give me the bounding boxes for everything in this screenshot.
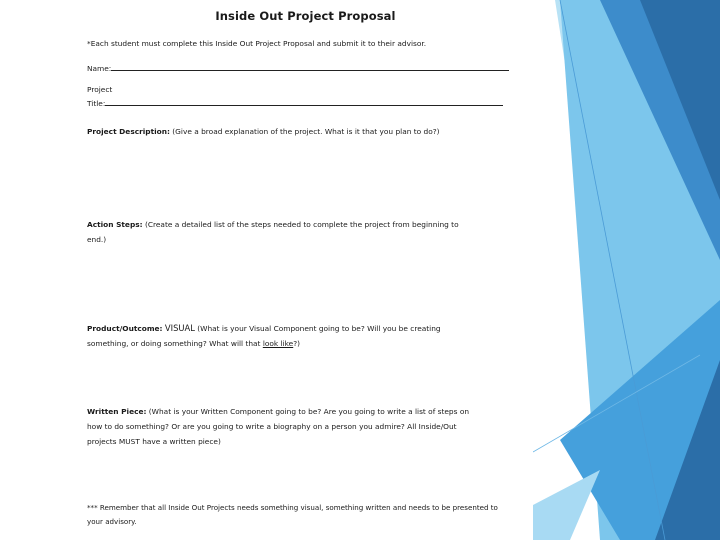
name-blank (111, 61, 509, 71)
action-steps-line-1 (87, 219, 459, 231)
written-text-1: (What is your Written Component going to be? Are you going to write a list of steps on (148, 407, 470, 416)
name-label: Name: (87, 64, 112, 73)
product-text-2a: something, or doing something? What will that (87, 339, 263, 348)
product-heading: Product/Outcome: (87, 324, 163, 333)
action-steps-text-1: (Create a detailed list of the steps needed to complete the project from beginning to (144, 220, 459, 229)
name-field (87, 61, 509, 75)
description-heading: Project Description: (87, 127, 170, 136)
project-title-blank (105, 96, 503, 106)
action-steps-line-2: end.) (87, 235, 107, 244)
action-steps-heading: Action Steps: (87, 220, 143, 229)
product-line-2 (87, 338, 300, 350)
written-heading: Written Piece: (87, 407, 147, 416)
written-line-1 (87, 406, 469, 418)
reminder-line-1: *** Remember that all Inside Out Projects needs something visual, something written and needs to be presented to (87, 503, 498, 512)
project-title-label-top: Project (87, 85, 113, 94)
project-title-label: Title: (87, 99, 106, 108)
product-text-2b: ?) (293, 339, 301, 348)
written-line-2: how to do something? Or are you going to write a biography on a person you admire? All Inside/Out (87, 422, 457, 431)
product-visual-word: VISUAL (164, 323, 195, 333)
proposal-document (78, 0, 533, 540)
description-line (87, 126, 440, 138)
product-line-1 (87, 322, 441, 335)
product-text-1: (What is your Visual Component going to be? Will you be creating (197, 324, 441, 333)
intro-line: *Each student must complete this Inside Out Project Proposal and submit it to their advisor. (87, 39, 427, 48)
facet-wedge (533, 470, 600, 540)
project-title-field (87, 96, 503, 110)
description-text: (Give a broad explanation of the project. What is it that you plan to do?) (172, 127, 440, 136)
written-line-3: projects MUST have a written piece) (87, 437, 221, 446)
product-text-2-underlined: look like (262, 339, 294, 348)
reminder-line-2: your advisory. (87, 517, 137, 526)
document-title: Inside Out Project Proposal (215, 9, 396, 23)
